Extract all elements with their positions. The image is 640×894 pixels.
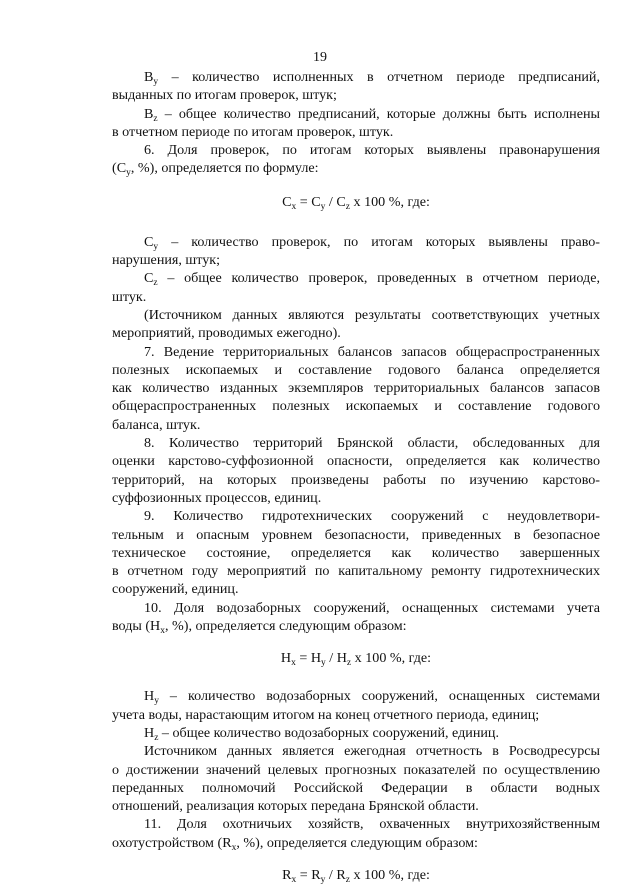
text-line: суффозионных процессов, единиц. [112,489,322,506]
text-line: Источником данных является ежегодная отчетность в Росводресурсы [144,743,600,760]
text-line: $B_z$ – общее количество предписаний, которые должны быть исполнены [144,105,600,124]
text-line: $H_z$ – общее количество водозаборных сооружений, единиц. [144,724,499,743]
text-line: полезных ископаемых и составление годового баланса определяется [112,361,600,378]
text-line: как количество изданных экземпляров территориальных балансов запасов [112,380,600,397]
text-line: общераспространенных полезных ископаемых и составление годового [112,398,600,415]
text-line: охотустройством ($R_x$, %), определяется следующим образом: [112,834,478,853]
text-line: о достижении значений целевых прогнозных показателей по осуществлению [112,761,600,778]
spacer [112,211,600,233]
text-line: оценки карстово-суффозионной опасности, определяется как количество [112,453,600,470]
text-line: 10. Доля водозаборных сооружений, оснащенных системами учета [144,599,600,616]
page-number: 19 [313,50,327,65]
text-line: штук. [112,288,147,305]
text-line: нарушения, штук; [112,252,221,269]
text-line: $B_y$ – количество исполненных в отчетном периоде предписаний, [144,69,600,87]
formula: $H_x = H_y / H_z$ x 100 %, где: [280,650,432,669]
text-line: $C_z$ – общее количество проверок, проведенных в отчетном периоде, [144,270,600,289]
text-line: отношений, реализация которых передана Брянской области. [112,798,479,815]
spacer [112,852,600,866]
text-line: 8. Количество территорий Брянской области, обследованных для [144,435,600,452]
spacer [112,635,600,649]
document-body [112,68,600,884]
formula: $C_x = C_y / C_z$ x 100 %, где: [282,193,430,212]
text-line: в отчетном периоде по итогам проверок, штук. [112,123,394,140]
spacer [112,178,600,193]
text-line: учета воды, нарастающим итогом на конец отчетного периода, единиц; [112,706,540,723]
text-line: 11. Доля охотничьих хозяйств, охваченных внутрихозяйственным [144,816,600,833]
formula: $R_x = R_y / R_z$ x 100 %, где: [282,866,430,885]
text-line: территорий, на которых произведены работы по изучению карстово- [112,471,600,488]
text-line: (Источником данных являются результаты соответствующих учетных [144,306,600,323]
text-line: мероприятий, проводимых ежегодно). [112,325,341,342]
text-line: $H_y$ – количество водозаборных сооружений, оснащенных системами [144,688,600,707]
text-line: 6. Доля проверок, по итогам которых выявлены правонарушения [144,142,600,159]
text-line: тельным и опасным уровнем безопасности, приведенных в безопасное [112,526,600,543]
text-line: ($C_y$, %), определяется по формуле: [112,160,319,179]
text-line: выданных по итогам проверок, штук; [112,87,337,104]
text-line: техническое состояние, определяется как количество завершенных [112,544,600,561]
text-line: $C_y$ – количество проверок, по итогам которых выявлены право- [144,233,600,252]
text-line: баланса, штук. [112,416,201,433]
text-line: 9. Количество гидротехнических сооружений с неудовлетвори- [144,508,600,525]
text-line: переданных полномочий Российской Федерации в области водных [112,779,600,796]
text-line: 7. Ведение территориальных балансов запасов общераспространенных [144,343,600,360]
text-line: сооружений, единиц. [112,581,239,598]
text-line: в отчетном году мероприятий по капитальному ремонту гидротехнических [112,563,600,580]
spacer [112,667,600,687]
text-line: воды ($H_x$, %), определяется следующим образом: [112,618,407,637]
